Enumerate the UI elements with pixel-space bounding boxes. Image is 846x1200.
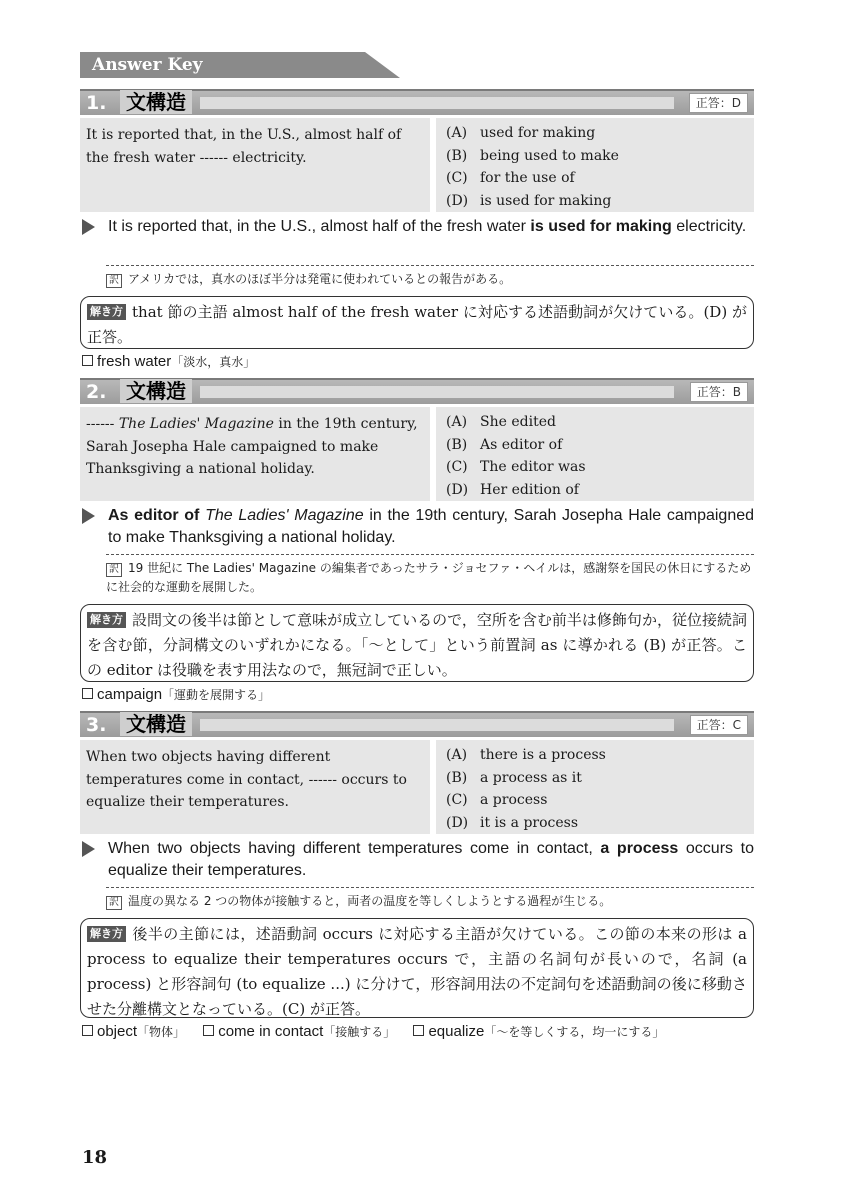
vocab-word: object	[97, 1023, 138, 1040]
question-stem: When two objects having different temperatures come in contact, ------ occurs to equalize their temperatures.	[80, 740, 430, 834]
translation-label: 訳	[106, 896, 122, 910]
question-category: 文構造	[120, 712, 192, 736]
options-list	[436, 407, 754, 501]
arrow-right-icon	[82, 219, 95, 235]
options-list	[436, 740, 754, 834]
translation-label: 訳	[106, 274, 122, 288]
option-a	[446, 744, 744, 767]
vocab-list	[82, 685, 284, 705]
stem-blank: ------	[86, 416, 119, 432]
option-c	[446, 456, 744, 479]
checkbox-icon	[203, 1025, 214, 1036]
explanation-text: 設問文の後半は節として意味が成立しているので，空所を含む前半は修飾句か，従位接続詞を含む節，分詞構文のいずれかになる。「〜として」という前置詞 as に導かれる (B) が正答。この editor は役職を表す用法なので，無冠詞で正しい。	[87, 611, 747, 679]
question-category: 文構造	[120, 90, 192, 114]
option-text: used for making	[480, 125, 596, 141]
question-3-header	[80, 711, 754, 737]
explanation-box	[80, 296, 754, 349]
answer-italic: The Ladies' Magazine	[205, 507, 364, 524]
option-letter: (C)	[446, 170, 468, 186]
answer-text: occurs to equalize their temperatures.	[108, 840, 754, 879]
option-d	[446, 812, 744, 835]
option-text: She edited	[480, 414, 556, 430]
answer-text: It is reported that, in the U.S., almost half of the fresh water	[108, 218, 531, 235]
vocab-list	[82, 1022, 678, 1042]
checkbox-icon	[82, 355, 93, 366]
page-number: 18	[82, 1147, 108, 1168]
vocab-list	[82, 352, 269, 372]
option-letter: (C)	[446, 459, 468, 475]
checkbox-icon	[82, 1025, 93, 1036]
vocab-gloss: 「物体」	[137, 1025, 186, 1039]
option-text: is used for making	[480, 192, 612, 209]
options-list	[436, 118, 754, 212]
vocab-gloss: 「淡水，真水」	[171, 355, 256, 369]
question-3-box	[80, 740, 754, 834]
vocab-word: equalize	[428, 1023, 485, 1040]
explanation-box	[80, 604, 754, 682]
checkbox-icon	[82, 688, 93, 699]
arrow-right-icon	[82, 841, 95, 857]
correct-answer-badge: 正答：B	[690, 382, 748, 402]
translation	[106, 892, 754, 911]
question-stem	[80, 407, 430, 501]
option-text: a process	[480, 792, 548, 808]
correct-answer-badge: 正答：D	[689, 93, 748, 113]
option-c	[446, 789, 744, 812]
vocab-gloss: 「運動を展開する」	[162, 688, 271, 702]
option-text: The editor was	[480, 459, 586, 475]
option-d	[446, 479, 744, 502]
header-title: Answer Key	[92, 55, 203, 75]
answer-sentence	[82, 505, 754, 549]
explanation-label: 解き方	[87, 612, 126, 628]
option-text: As editor of	[480, 436, 563, 453]
question-number: 1.	[86, 92, 107, 114]
divider	[106, 554, 754, 555]
answer-text: When two objects having different temperatures come in contact,	[108, 840, 601, 857]
vocab-gloss: 「接触する」	[323, 1025, 396, 1039]
option-letter: (A)	[446, 125, 468, 141]
question-2-box	[80, 407, 754, 501]
translation-label: 訳	[106, 563, 122, 577]
answer-highlight: a process	[600, 840, 679, 857]
answer-sentence	[82, 838, 754, 882]
question-2-header	[80, 378, 754, 404]
answer-highlight: As editor of	[108, 507, 200, 524]
translation-text: 19 世紀に The Ladies' Magazine の編集者であったサラ・ジョセファ・ヘイルは，感謝祭を国民の休日にするために社会的な運動を展開した。	[106, 561, 752, 594]
checkbox-icon	[413, 1025, 424, 1036]
option-letter: (D)	[446, 192, 469, 209]
arrow-right-icon	[82, 508, 95, 524]
explanation-text: that 節の主語 almost half of the fresh water に対応する述語動詞が欠けている。(D) が正答。	[87, 303, 747, 346]
vocab-word: fresh water	[97, 353, 172, 370]
answer-text: in the 19th century, Sarah Josepha Hale campaigned to make Thanksgiving a national holiday.	[108, 507, 755, 546]
explanation-text: 後半の主節には，述語動詞 occurs に対応する主語が欠けている。この節の本来の形は a process to equalize their temperatures occurs で，主語の名詞句が長いので，名詞 (a process) と形容詞句 (to equalize ...) に分けて，形容詞用法の不定詞句を述語動詞の後に移動させた分離構文となっている。(C) が正答。	[87, 925, 747, 1018]
option-d	[446, 190, 744, 213]
vocab-item	[82, 686, 270, 703]
vocab-item	[82, 353, 255, 370]
answer-sentence	[82, 216, 754, 238]
stem-italic: The Ladies' Magazine	[118, 416, 274, 432]
correct-answer-badge: 正答：C	[690, 715, 748, 735]
option-a	[446, 122, 744, 145]
option-letter: (A)	[446, 747, 468, 763]
vocab-gloss: 「〜を等しくする，均一にする」	[484, 1025, 665, 1039]
question-number: 3.	[86, 714, 107, 736]
option-letter: (B)	[446, 436, 468, 453]
question-1-box	[80, 118, 754, 212]
translation-text: 温度の異なる 2 つの物体が接触すると，両者の温度を等しくしようとする過程が生じる。	[128, 894, 612, 908]
option-text: for the use of	[480, 170, 575, 186]
translation-text: アメリカでは，真水のほぼ半分は発電に使われているとの報告がある。	[128, 272, 512, 286]
option-letter: (C)	[446, 792, 468, 808]
header-bar	[200, 386, 674, 398]
answer-highlight: is used for making	[530, 218, 672, 235]
option-letter: (D)	[446, 481, 469, 498]
vocab-item	[82, 1023, 185, 1040]
header-bar	[200, 97, 674, 109]
vocab-word: campaign	[97, 686, 163, 703]
option-a	[446, 411, 744, 434]
option-b	[446, 767, 744, 790]
option-letter: (A)	[446, 414, 468, 430]
answer-text: electricity.	[671, 218, 747, 235]
question-category: 文構造	[120, 379, 192, 403]
stem-text: in the 19th century, Sarah Josepha Hale campaigned to make Thanksgiving a national holiday.	[86, 416, 418, 477]
vocab-word: come in contact	[218, 1023, 324, 1040]
option-text: a process as it	[480, 769, 582, 786]
question-1-header	[80, 89, 754, 115]
option-letter: (B)	[446, 147, 468, 164]
divider	[106, 887, 754, 888]
header-bar	[200, 719, 674, 731]
option-letter: (B)	[446, 769, 468, 786]
divider	[106, 265, 754, 266]
option-letter: (D)	[446, 814, 469, 831]
vocab-item	[413, 1023, 664, 1040]
answer-key-header	[80, 52, 400, 78]
explanation-label: 解き方	[87, 926, 126, 942]
explanation-box	[80, 918, 754, 1018]
option-text: it is a process	[480, 814, 579, 831]
option-text: there is a process	[480, 747, 606, 763]
option-b	[446, 434, 744, 457]
option-text: being used to make	[480, 147, 619, 164]
option-text: Her edition of	[480, 481, 579, 498]
vocab-item	[203, 1023, 395, 1040]
question-stem: It is reported that, in the U.S., almost half of the fresh water ------ electricity.	[80, 118, 430, 212]
translation	[106, 559, 754, 597]
explanation-label: 解き方	[87, 304, 126, 320]
question-number: 2.	[86, 381, 107, 403]
option-b	[446, 145, 744, 168]
option-c	[446, 167, 744, 190]
translation	[106, 270, 754, 289]
